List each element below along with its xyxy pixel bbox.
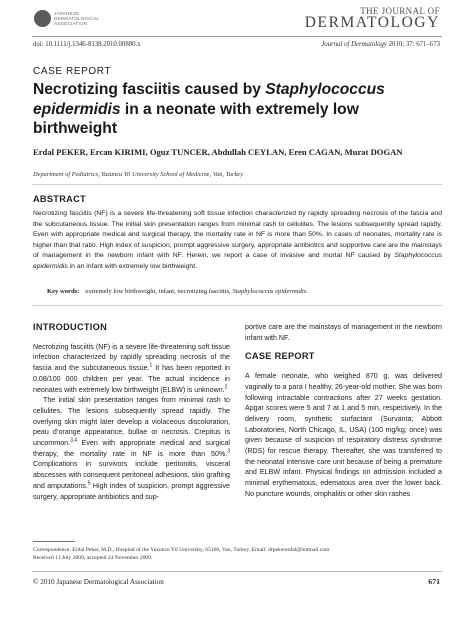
title-organism: Staphylococcus epidermidis — [33, 81, 385, 118]
received-accepted-line: Received 11 July 2009; accepted 24 November 2009. — [33, 555, 153, 561]
correspondence-footnote — [33, 546, 443, 562]
logo-text — [54, 11, 99, 27]
citation-details: 2010; 37: 671–673 — [388, 41, 440, 48]
intro-continuation: portive care are the mainstays of management in the newborn infant with NF. — [245, 323, 442, 342]
header-divider — [32, 36, 442, 37]
citation-ref: 3 — [227, 448, 230, 455]
para-text: Necrotizing fasciitis (NF) is a severe life-threatening soft tissue infection characterized by rapidly spreading necrosis of the fascia and the subcutaneous tissue. — [33, 342, 230, 373]
author-list: Erdal PEKER, Ercan KIRIMI, Oguz TUNCER, Abdullah CEYLAN, Eren CAGAN, Murat DOGAN — [33, 147, 403, 157]
abstract-top-divider — [32, 184, 442, 185]
intro-paragraph-1 — [33, 342, 230, 396]
keywords-text: extremely low birthweight, infant, necrotizing fasciitis, — [85, 288, 233, 295]
abstract-bottom-divider — [32, 305, 442, 306]
journal-masthead-prefix: THE JOURNAL OF — [360, 6, 440, 16]
journal-masthead-title: DERMATOLOGY — [304, 14, 440, 31]
affiliation: Department of Pediatrics, Yuzuncu Yil University School of Medicine, Van, Turkey — [33, 171, 243, 178]
citation-ref: 3,4 — [70, 437, 78, 444]
logo-line: ASSOCIATION — [54, 21, 88, 27]
title-text: Necrotizing fasciitis caused by — [33, 81, 266, 98]
para-text: High index of suspicion, prompt aggressive surgery, appropriate antibiotics and sup- — [33, 481, 230, 501]
para-text: The initial skin presentation ranges from minimal rash to cellulites. The lesions subsequently spread rapidly. The overlying skin might later develop a violaceous discoloration, peau d’orange appearance, bullae or necrosis. Crepitus is uncommon. — [33, 396, 230, 448]
doi-text: doi: 10.1111/j.1346-8138.2010.00880.x — [33, 41, 141, 48]
footer-divider — [32, 571, 442, 572]
para-text: It has been reported in 0.08/100 000 children per year. The actual incidence in neonates with extremely low birthweight (ELBW) is unknown. — [33, 364, 230, 394]
introduction-heading: INTRODUCTION — [33, 322, 108, 332]
abstract-text: in an infant with extremely low birthweight. — [67, 262, 197, 270]
intro-paragraph-2 — [33, 395, 230, 502]
citation-text — [321, 41, 440, 48]
title-text: in a neonate with extremely low birthweight — [33, 100, 359, 137]
citation-ref: 2 — [224, 384, 228, 391]
keywords — [47, 288, 442, 295]
article-type-label: CASE REPORT — [33, 66, 112, 77]
footnote-divider — [33, 541, 75, 542]
para-text: Even with appropriate medical and surgical therapy, the mortality rate in NF is more than 50%. — [33, 439, 230, 458]
keywords-organism: Staphylococcus epidermidis — [232, 288, 307, 295]
keywords-end: . — [306, 288, 308, 295]
copyright-notice: © 2010 Japanese Dermatological Association — [33, 578, 164, 586]
para-text: Complications in survivors include peritonitis, visceral abscesses with consequent peritoneal adhesions, skin grafting and amputations. — [33, 460, 230, 490]
right-column — [245, 322, 442, 500]
case-report-paragraph: A female neonate, who weighed 870 g, was delivered vaginally to a para I healthy, 26-year-old mother. She was born following intractable contractions after 27 weeks gestation. Apgar scores were 5 and 7 at 1 and 5 min, respectively. In the delivery room, synthetic surfactant (Survanta; Abbott Laboratories, North Chicago, IL, USA) (100 mg/kg, once) was given because of suspicion of respiratory distress syndrome (RDS) for rescue therapy. Thereafter, she was transferred to the neonatal intensive care unit because of being a premature and ELBW infant. Physical findings on admission included a minimal erythematous, edematous area over the lower back. No puncture wounds, omphalitis or other skin rashes — [245, 372, 442, 498]
abstract-organism: Staphylococcus epidermidis — [33, 252, 442, 270]
page-number: 671 — [428, 577, 440, 586]
logo-line: DERMATOLOGICAL — [54, 16, 100, 22]
section-spacer — [245, 343, 442, 351]
citation-ref: 1 — [149, 362, 153, 369]
logo-line: JAPANESE — [54, 11, 80, 16]
journal-logo — [34, 9, 108, 31]
abstract-text: Necrotizing fasciitis (NF) is a severe life-threatening soft tissue infection characterized by rapidly spreading necrosis of the fascia and the subcutaneous tissue. The initial skin presentation ranges from minimal rash to cellulites. The lesions subsequently spread rapidly. Even with appropriate medical and surgical therapy, the mortality rate in NF is more than 50%. In cases of neonates, mortality rate is higher than that ratio. High index of suspicion, prompt aggressive surgery, appropriate antibiotics and supportive care are the mainstays of management in the newborn infant with NF. Herein, we report a case of invasive and mortal NF caused by — [33, 210, 442, 260]
keywords-label: Key words: — [47, 288, 80, 295]
abstract-body — [33, 209, 442, 273]
correspondence-line: Correspondence: Erdal Peker, M.D., Hospital of the Yuzuncu Yil University, 65100, Van, Turkey. Email: drpekererdal@hotmail.com — [33, 547, 330, 553]
left-column — [33, 322, 230, 502]
citation-ref: 5 — [87, 480, 91, 487]
case-report-heading: CASE REPORT — [245, 351, 315, 362]
jda-seal-icon — [34, 10, 51, 27]
article-title — [33, 80, 433, 139]
citation-journal: Journal of Dermatology — [321, 41, 387, 48]
abstract-heading: ABSTRACT — [33, 194, 86, 204]
